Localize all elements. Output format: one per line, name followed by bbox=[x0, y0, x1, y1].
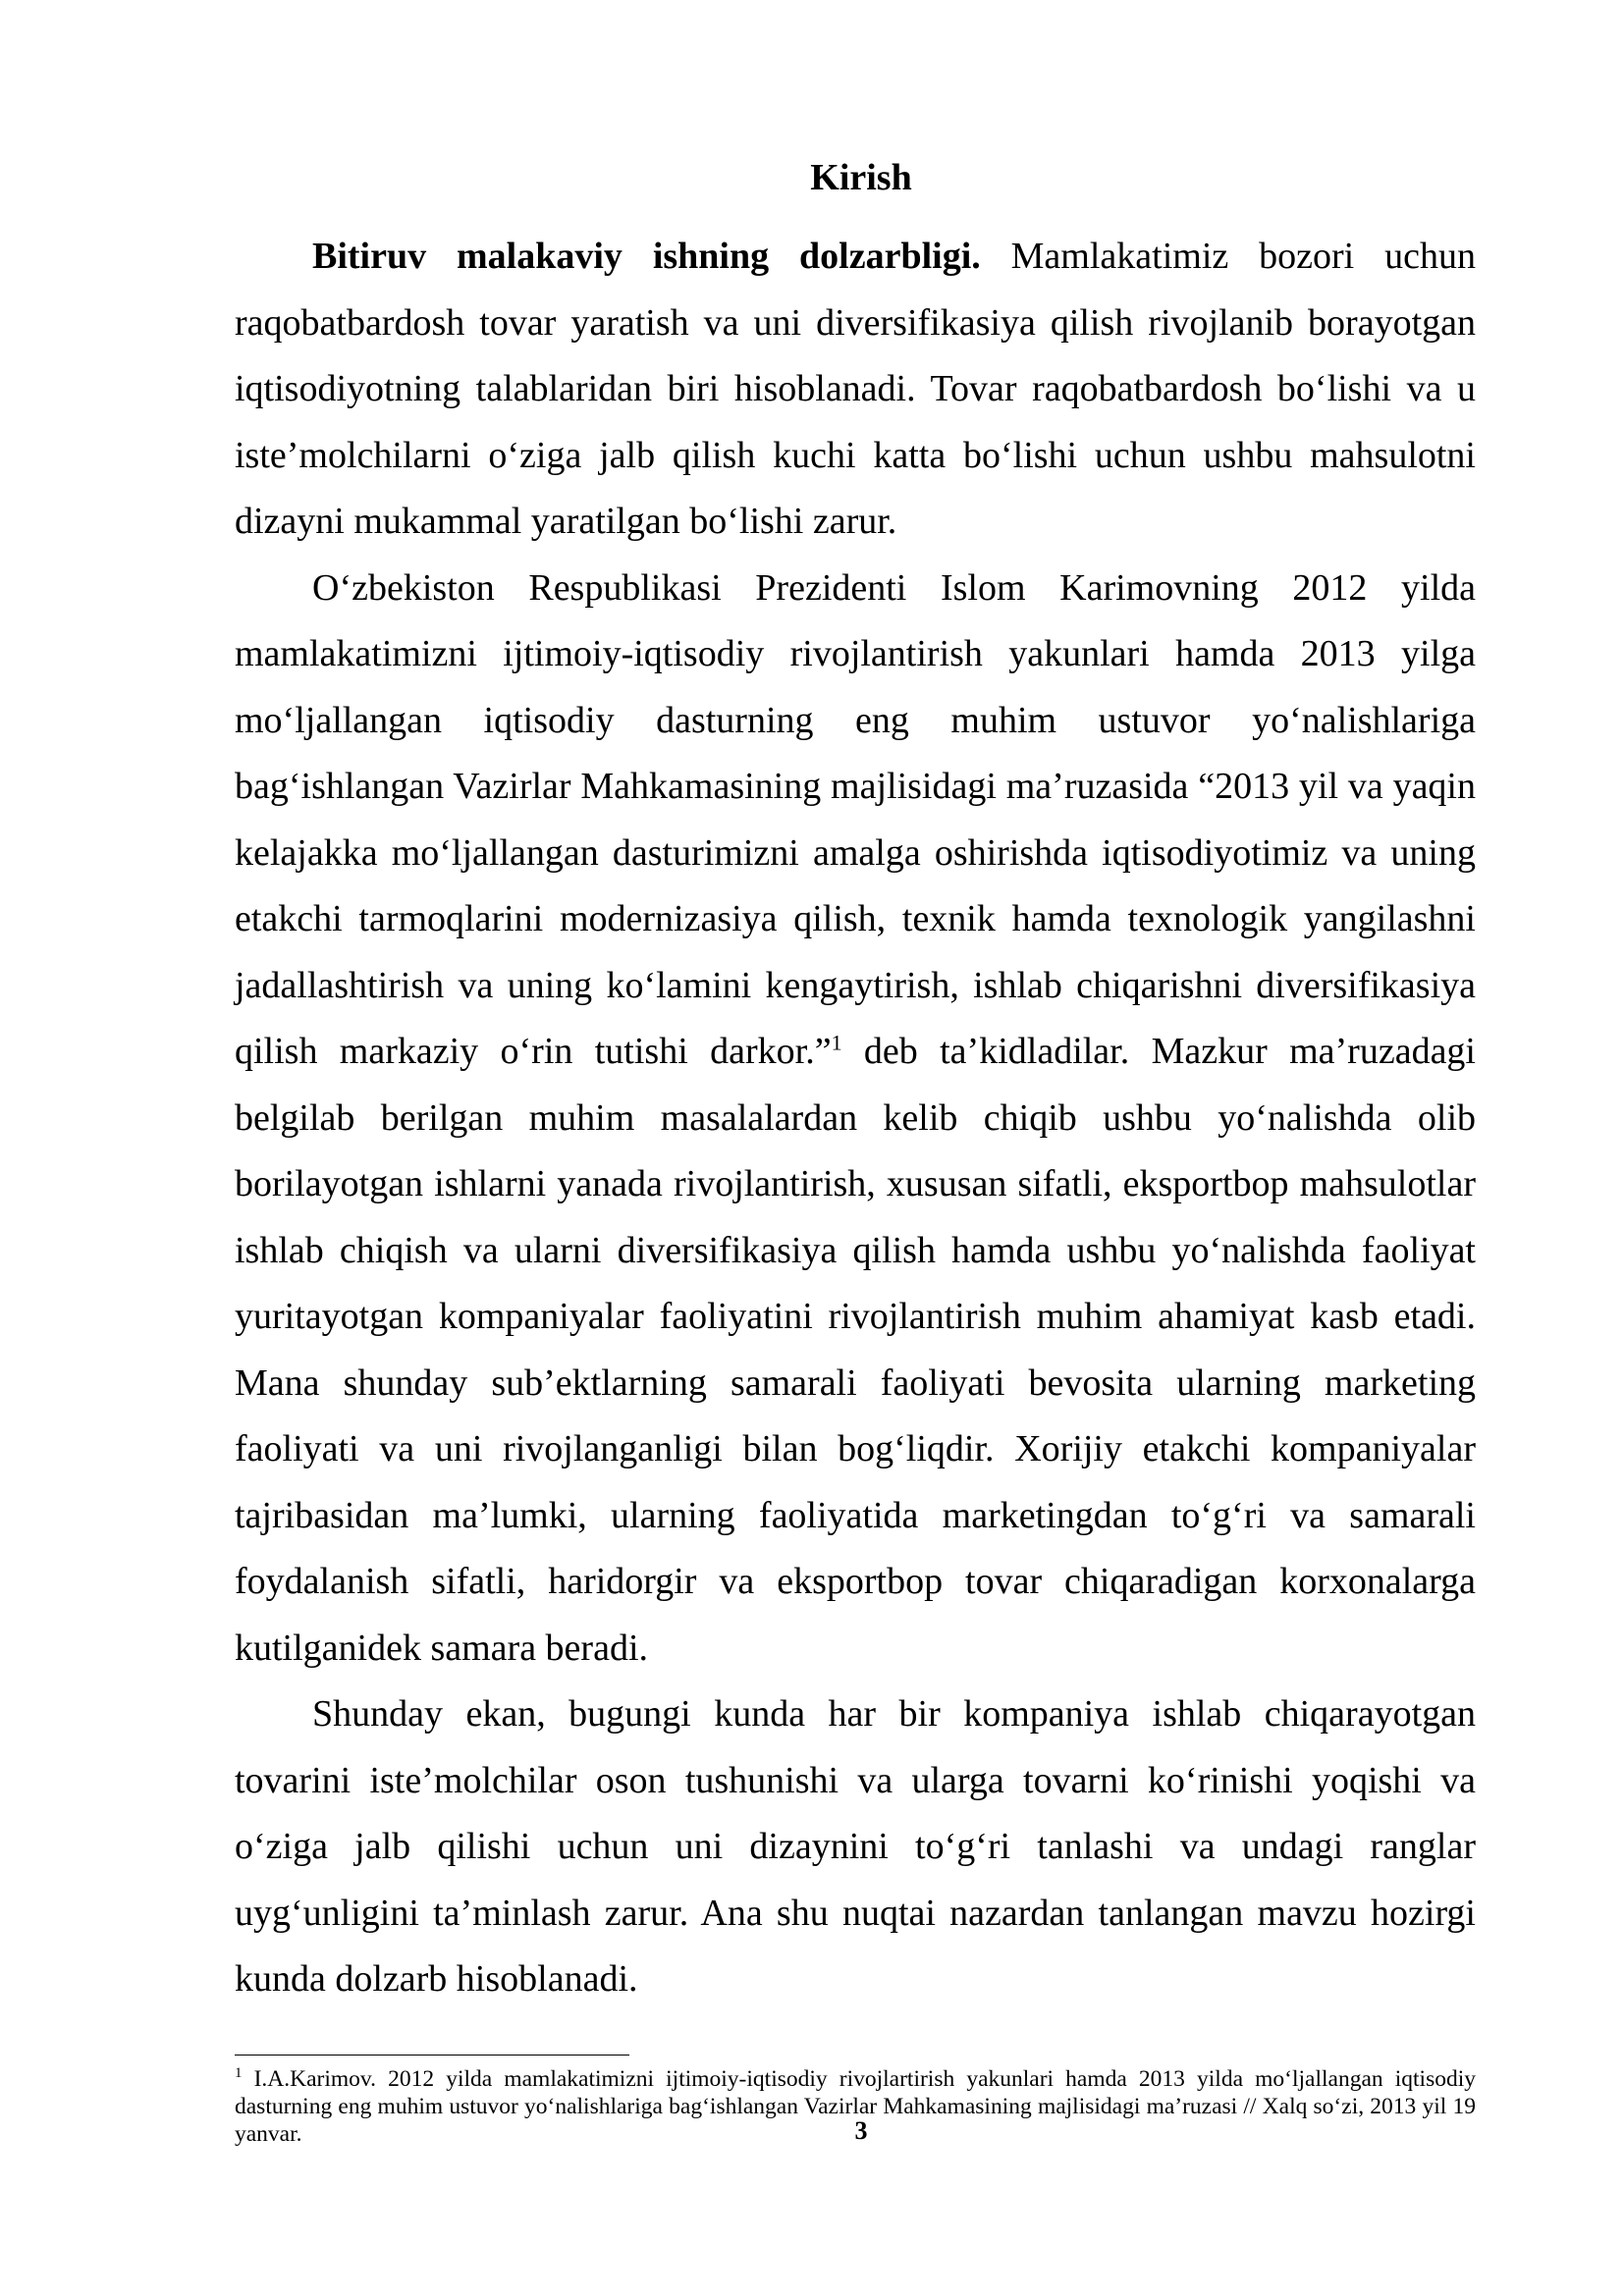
footnote-text: I.A.Karimov. 2012 yilda mamlakatimizni ijtimoiy-iqtisodiy rivojlartirish yakunlari hamda 2013 yilda mo‘ljallangan iqtisodiy dasturning eng muhim ustuvor yo‘nalishlariga bag‘ishlangan Vazirlar Mahkamasining majlisidagi ma’ruzasi // Xalq so‘zi, 2013 yil 19 yanvar. bbox=[235, 2066, 1476, 2147]
paragraph-text: deb ta’kidladilar. Mazkur ma’ruzadagi belgilab berilgan muhim masalalardan kelib chiqib ushbu yo‘nalishda olib borilayotgan ishlarni yanada rivojlantirish, xususan sifatli, eksportbop mahsulotlar ishlab chiqish va ularni diversifikasiya qilish hamda ushbu yo‘nalishda faoliyat yuritayotgan kompaniyalar faoliyatini rivojlantirish muhim ahamiyat kasb etadi. Mana shunday sub’ektlarning samarali faoliyati bevosita ularning marketing faoliyati va uni rivojlanganligi bilan bog‘liqdir. Xorijiy etakchi kompaniyalar tajribasidan ma’lumki, ularning faoliyatida marketingdan to‘g‘ri va samarali foydalanish sifatli, haridorgir va eksportbop tovar chiqaradigan korxonalarga kutilganidek samara beradi. bbox=[235, 1031, 1476, 1669]
footnote-divider bbox=[235, 2055, 629, 2056]
paragraph-conclusion bbox=[235, 1682, 1476, 2013]
page-number: 3 bbox=[854, 2116, 868, 2145]
paragraph-text: Mamlakatimiz bozori uchun raqobatbardosh tovar yaratish va uni diversifikasiya qilish rivojlanib borayotgan iqtisodiyotning talablaridan biri hisoblanadi. Tovar raqobatbardosh bo‘lishi va u iste’molchilarni o‘ziga jalb qilish kuchi katta bo‘lishi uchun ushbu mahsulotni dizayni mukammal yaratilgan bo‘lishi zarur. bbox=[235, 236, 1476, 542]
paragraph-lead: Bitiruv malakaviy ishning dolzarbligi. bbox=[312, 236, 981, 277]
footnote-reference[interactable]: 1 bbox=[831, 1030, 842, 1055]
section-heading: Kirish bbox=[810, 157, 912, 198]
paragraph-president-quote bbox=[235, 556, 1476, 1682]
paragraph-text: Shunday ekan, bugungi kunda har bir kompaniya ishlab chiqarayotgan tovarini iste’molchilar oson tushunishi va ularga tovarni ko‘rinishi yoqishi va o‘ziga jalb qilishi uchun uni dizaynini to‘g‘ri tanlashi va undagi ranglar uyg‘unligini ta’minlash zarur. Ana shu nuqtai nazardan tanlangan mavzu hozirgi kunda dolzarb hisoblanadi. bbox=[235, 1693, 1476, 2000]
footnote-number: 1 bbox=[235, 2065, 243, 2082]
paragraph-relevance bbox=[235, 224, 1476, 556]
body-text bbox=[235, 224, 1476, 2013]
paragraph-text: O‘zbekiston Respublikasi Prezidenti Islom Karimovning 2012 yilda mamlakatimizni ijtimoiy-iqtisodiy rivojlantirish yakunlari hamda 2013 yilga mo‘ljallangan iqtisodiy dasturning eng muhim ustuvor yo‘nalishlariga bag‘ishlangan Vazirlar Mahkamasining majlisidagi ma’ruzasida “2013 yil va yaqin kelajakka mo‘ljallangan dasturimizni amalga oshirishda iqtisodiyotimiz va uning etakchi tarmoqlarini modernizasiya qilish, texnik hamda texnologik yangilashni jadallashtirish va uning ko‘lamini kengaytirish, ishlab chiqarishni diversifikasiya qilish markaziy o‘rin tutishi darkor.” bbox=[235, 566, 1476, 1072]
